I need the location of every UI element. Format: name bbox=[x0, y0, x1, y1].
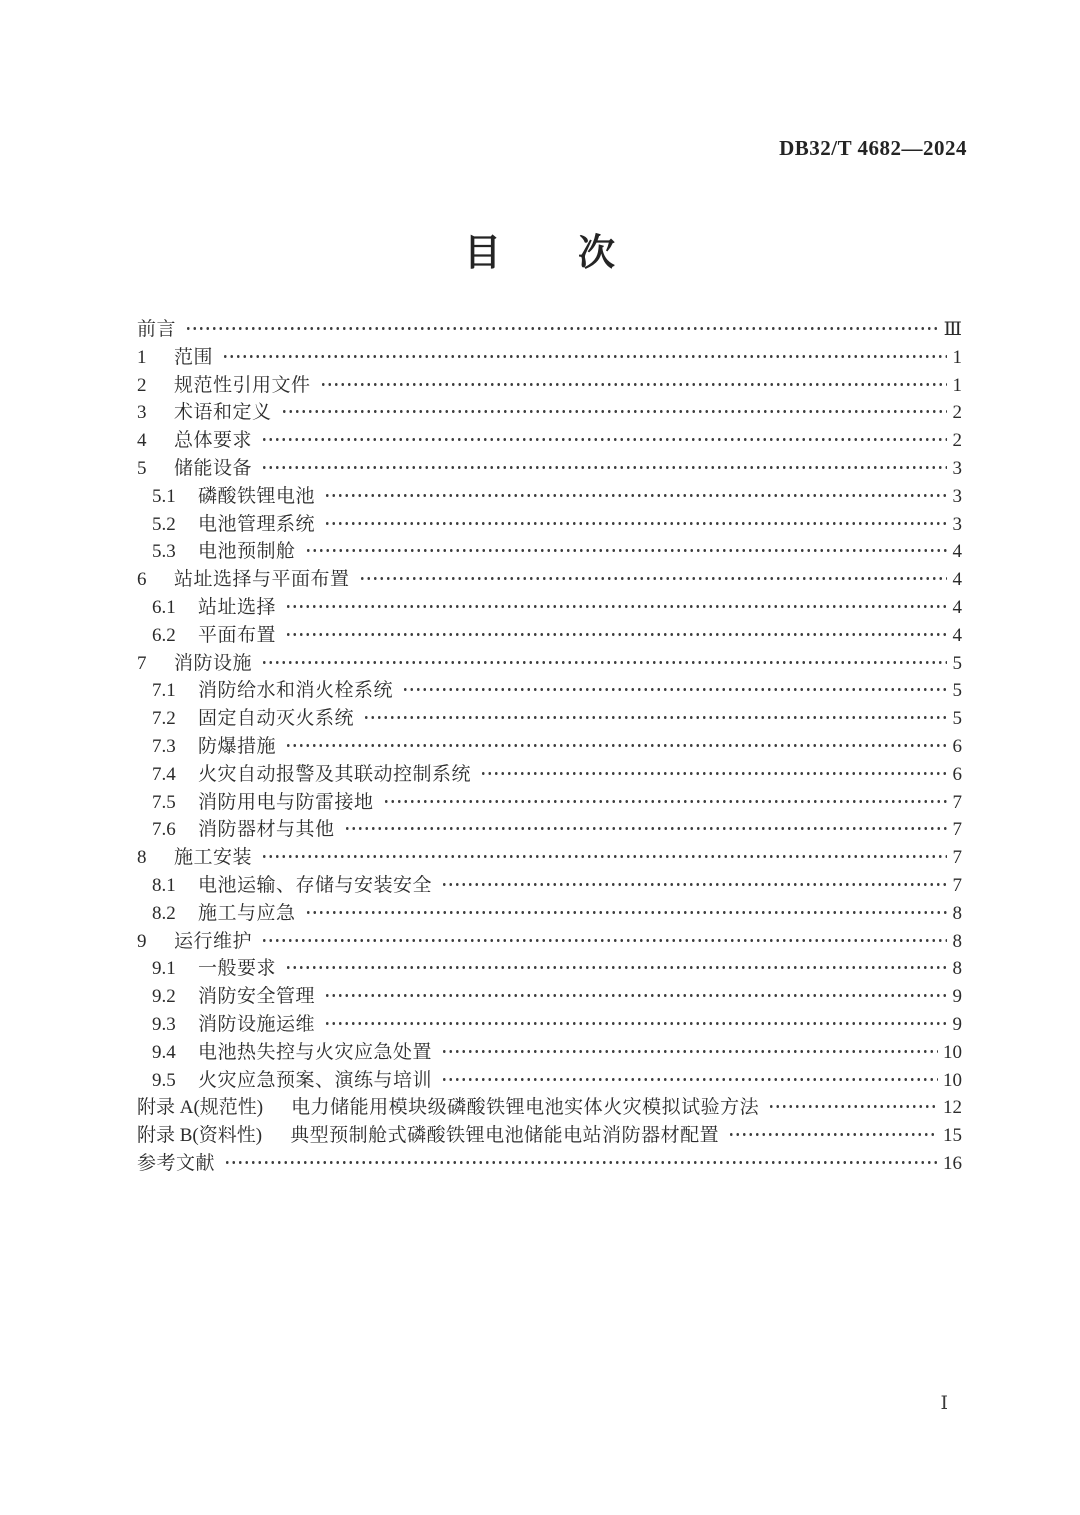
toc-entry-number: 2 bbox=[137, 374, 147, 396]
toc-entry bbox=[137, 1039, 962, 1067]
toc-entry bbox=[137, 1094, 962, 1122]
toc-entry-number: 5.2 bbox=[152, 513, 176, 535]
leader-dots bbox=[261, 934, 947, 947]
toc-entry-page-number: 7 bbox=[952, 819, 962, 841]
toc-entry-title: 电池运输、存储与安装安全 bbox=[198, 874, 433, 896]
toc-entry-title: 施工与应急 bbox=[198, 902, 296, 924]
toc-entry-number: 7.6 bbox=[152, 819, 176, 841]
toc-entry bbox=[137, 511, 962, 539]
toc-entry-number: 6 bbox=[137, 569, 147, 591]
leader-dots bbox=[261, 656, 947, 669]
toc-entry bbox=[137, 1011, 962, 1039]
toc-entry bbox=[137, 983, 962, 1011]
toc-entry-page-number: 2 bbox=[952, 430, 962, 452]
toc-entry-number: 8.2 bbox=[152, 902, 176, 924]
toc-entry-title: 术语和定义 bbox=[174, 402, 272, 424]
toc-entry bbox=[137, 761, 962, 789]
toc-entry-number: 6.2 bbox=[152, 624, 176, 646]
toc-entry-page-number: 4 bbox=[952, 596, 962, 618]
toc-entry-number: 9.1 bbox=[152, 958, 176, 980]
toc-entry-page-number: 10 bbox=[943, 1041, 962, 1063]
toc-entry-title: 电池热失控与火灾应急处置 bbox=[198, 1041, 433, 1063]
toc-entry-number: 7.1 bbox=[152, 680, 176, 702]
toc-entry-page-number: 5 bbox=[952, 680, 962, 702]
standard-code: DB32/T 4682—2024 bbox=[779, 136, 967, 160]
toc-entry bbox=[137, 1067, 962, 1095]
toc-entry bbox=[137, 399, 962, 427]
toc-entry-title: 总体要求 bbox=[174, 430, 253, 452]
leader-dots bbox=[281, 405, 947, 418]
toc-entry-title: 运行维护 bbox=[174, 930, 253, 952]
toc-entry-number: 7.5 bbox=[152, 791, 176, 813]
toc-entry-number: 7.2 bbox=[152, 708, 176, 730]
toc-entry-page-number: 3 bbox=[952, 485, 962, 507]
toc-entry bbox=[137, 483, 962, 511]
toc-entry-title: 火灾应急预案、演练与培训 bbox=[198, 1069, 433, 1091]
toc-entry bbox=[137, 594, 962, 622]
toc-list bbox=[137, 316, 962, 1178]
toc-entry bbox=[137, 1122, 962, 1150]
toc-entry-title: 消防设施 bbox=[174, 652, 253, 674]
toc-entry bbox=[137, 566, 962, 594]
toc-entry-page-number: 9 bbox=[952, 986, 962, 1008]
leader-dots bbox=[768, 1100, 938, 1113]
toc-entry-title: 消防用电与防雷接地 bbox=[198, 791, 374, 813]
toc-entry-page-number: 3 bbox=[952, 457, 962, 479]
toc-entry bbox=[137, 955, 962, 983]
toc-entry-title: 前言 bbox=[137, 319, 177, 340]
toc-entry-title: 消防设施运维 bbox=[198, 1013, 316, 1035]
toc-entry-page-number: 1 bbox=[952, 346, 962, 368]
footer-page-number: Ⅰ bbox=[940, 1393, 948, 1414]
toc-entry-title: 电池预制舱 bbox=[198, 541, 296, 563]
toc-entry-page-number: 6 bbox=[952, 735, 962, 757]
toc-entry-number: 附录 B(资料性) bbox=[137, 1125, 263, 1147]
leader-dots bbox=[224, 1156, 938, 1169]
toc-entry-title: 一般要求 bbox=[198, 958, 277, 980]
toc-entry bbox=[137, 650, 962, 678]
toc-entry bbox=[137, 538, 962, 566]
toc-entry-number: 8 bbox=[137, 847, 147, 869]
toc-entry-number: 5.1 bbox=[152, 485, 176, 507]
toc-entry-page-number: 6 bbox=[952, 763, 962, 785]
toc-entry-number: 7.3 bbox=[152, 735, 176, 757]
toc-entry-page-number: 3 bbox=[952, 513, 962, 535]
toc-entry bbox=[137, 872, 962, 900]
toc-entry-page-number: 9 bbox=[952, 1013, 962, 1035]
toc-entry-number: 5.3 bbox=[152, 541, 176, 563]
leader-dots bbox=[344, 822, 947, 835]
toc-entry bbox=[137, 928, 962, 956]
toc-entry bbox=[137, 455, 962, 483]
toc-entry-page-number: 10 bbox=[943, 1069, 962, 1091]
leader-dots bbox=[383, 795, 947, 808]
toc-entry-number: 6.1 bbox=[152, 596, 176, 618]
toc-entry-title: 规范性引用文件 bbox=[174, 374, 311, 396]
toc-entry-page-number: 15 bbox=[943, 1125, 962, 1147]
leader-dots bbox=[728, 1128, 938, 1141]
toc-entry-page-number: 7 bbox=[952, 874, 962, 896]
toc-entry-page-number: 7 bbox=[952, 791, 962, 813]
toc-entry bbox=[137, 844, 962, 872]
toc-entry bbox=[137, 344, 962, 372]
toc-entry-title: 参考文献 bbox=[137, 1152, 216, 1174]
toc-entry-page-number: 8 bbox=[952, 930, 962, 952]
toc-entry bbox=[137, 789, 962, 817]
toc-entry bbox=[137, 816, 962, 844]
toc-entry-number: 附录 A(规范性) bbox=[137, 1097, 264, 1119]
leader-dots bbox=[359, 572, 947, 585]
toc-entry bbox=[137, 1150, 962, 1178]
leader-dots bbox=[324, 489, 947, 502]
toc-entry-number: 9.4 bbox=[152, 1041, 176, 1063]
toc-entry-title: 范围 bbox=[174, 346, 214, 368]
leader-dots bbox=[285, 961, 947, 974]
toc-entry-title: 电力储能用模块级磷酸铁锂电池实体火灾模拟试验方法 bbox=[291, 1097, 760, 1119]
leader-dots bbox=[222, 350, 947, 363]
toc-entry-number: 4 bbox=[137, 430, 147, 452]
toc-entry-title: 固定自动灭火系统 bbox=[198, 708, 355, 730]
toc-entry-page-number: 12 bbox=[943, 1097, 962, 1119]
leader-dots bbox=[261, 461, 947, 474]
toc-entry-page-number: 8 bbox=[952, 902, 962, 924]
toc-entry-number: 9.3 bbox=[152, 1013, 176, 1035]
toc-entry-page-number: 4 bbox=[952, 569, 962, 591]
toc-entry-title: 防爆措施 bbox=[198, 735, 277, 757]
toc-entry-number: 9.2 bbox=[152, 986, 176, 1008]
toc-entry-title: 平面布置 bbox=[198, 624, 277, 646]
toc-entry-title: 火灾自动报警及其联动控制系统 bbox=[198, 763, 472, 785]
toc-entry-title: 消防安全管理 bbox=[198, 986, 316, 1008]
toc-entry-page-number: 16 bbox=[943, 1152, 962, 1174]
leader-dots bbox=[402, 683, 947, 696]
toc-entry-page-number: 5 bbox=[952, 652, 962, 674]
leader-dots bbox=[324, 517, 947, 530]
leader-dots bbox=[305, 544, 947, 557]
leader-dots bbox=[441, 878, 947, 891]
toc-entry-title: 消防给水和消火栓系统 bbox=[198, 680, 394, 702]
toc-entry bbox=[137, 677, 962, 705]
toc-entry-page-number: 8 bbox=[952, 958, 962, 980]
toc-entry bbox=[137, 372, 962, 400]
toc-entry-title: 磷酸铁锂电池 bbox=[198, 485, 316, 507]
leader-dots bbox=[305, 906, 947, 919]
leader-dots bbox=[261, 850, 947, 863]
toc-entry-title: 施工安装 bbox=[174, 847, 253, 869]
toc-entry-page-number: 4 bbox=[952, 541, 962, 563]
leader-dots bbox=[324, 1017, 947, 1030]
leader-dots bbox=[320, 378, 947, 391]
toc-entry-number: 9 bbox=[137, 930, 147, 952]
toc-entry bbox=[137, 900, 962, 928]
leader-dots bbox=[185, 322, 939, 335]
toc-entry-number: 7.4 bbox=[152, 763, 176, 785]
toc-entry-number: 7 bbox=[137, 652, 147, 674]
leader-dots bbox=[441, 1045, 938, 1058]
toc-entry-page-number: 4 bbox=[952, 624, 962, 646]
leader-dots bbox=[324, 989, 947, 1002]
toc-entry-title: 储能设备 bbox=[174, 457, 253, 479]
toc-entry bbox=[137, 705, 962, 733]
toc-entry-title: 站址选择与平面布置 bbox=[174, 569, 350, 591]
toc-entry-number: 8.1 bbox=[152, 874, 176, 896]
toc-entry-number: 1 bbox=[137, 346, 147, 368]
toc-entry bbox=[137, 427, 962, 455]
leader-dots bbox=[285, 628, 947, 641]
leader-dots bbox=[285, 739, 947, 752]
toc-entry-page-number: Ⅲ bbox=[943, 319, 962, 340]
toc-entry-title: 电池管理系统 bbox=[198, 513, 316, 535]
toc-entry bbox=[137, 622, 962, 650]
leader-dots bbox=[261, 433, 947, 446]
leader-dots bbox=[441, 1073, 938, 1086]
toc-entry-number: 5 bbox=[137, 457, 147, 479]
toc-entry-page-number: 7 bbox=[952, 847, 962, 869]
page-title: 目 次 bbox=[464, 233, 616, 274]
toc-entry bbox=[137, 316, 962, 344]
toc-entry-number: 3 bbox=[137, 402, 147, 424]
leader-dots bbox=[480, 767, 947, 780]
toc-entry-page-number: 5 bbox=[952, 708, 962, 730]
leader-dots bbox=[285, 600, 947, 613]
toc-entry-number: 9.5 bbox=[152, 1069, 176, 1091]
toc-entry-page-number: 2 bbox=[952, 402, 962, 424]
leader-dots bbox=[363, 711, 947, 724]
toc-entry-title: 消防器材与其他 bbox=[198, 819, 335, 841]
toc-entry-title: 典型预制舱式磷酸铁锂电池储能电站消防器材配置 bbox=[290, 1125, 720, 1147]
toc-entry-title: 站址选择 bbox=[198, 596, 277, 618]
toc-entry-page-number: 1 bbox=[952, 374, 962, 396]
toc-entry bbox=[137, 733, 962, 761]
